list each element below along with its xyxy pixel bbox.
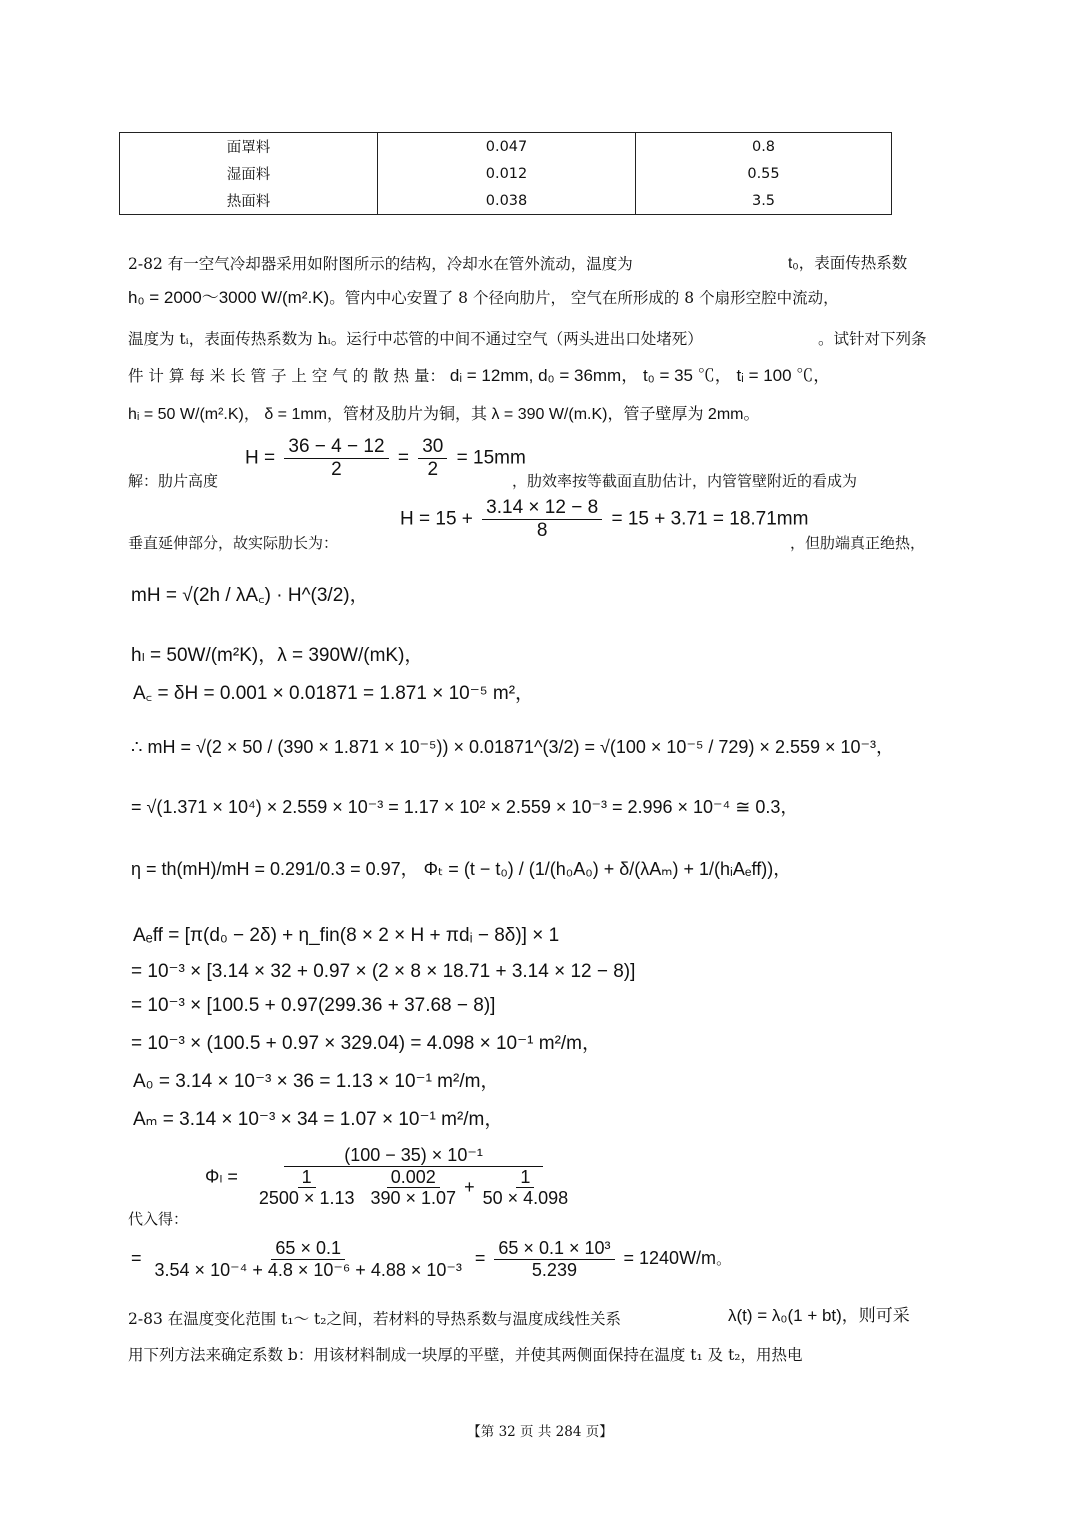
numerator: 30 xyxy=(418,436,447,459)
equation-aeff-result: = 10⁻³ × (100.5 + 0.97 × 329.04) = 4.098 × 10⁻¹ m²/m， xyxy=(131,1033,601,1054)
fraction xyxy=(247,1145,580,1209)
problem-2-83-line-1 xyxy=(128,1306,948,1329)
text: ，肋效率按等截面直肋估计，内管管壁附近的看成为 xyxy=(512,472,858,490)
denominator: 3.54 × 10⁻⁴ + 4.8 × 10⁻⁶ + 4.88 × 10⁻³ xyxy=(154,1259,462,1280)
denominator: 5.239 xyxy=(531,1259,577,1280)
table-cell: 热面料 xyxy=(120,187,378,215)
denominator: 2 xyxy=(331,458,342,480)
text: h₀ = 2000～3000 W/(m².K) xyxy=(128,288,330,307)
text: 件 计 算 每 米 长 管 子 上 空 气 的 散 热 量： xyxy=(128,367,445,385)
denominator: 2500 × 1.13 xyxy=(258,1188,355,1209)
denominator: 390 × 1.07 xyxy=(370,1188,457,1209)
denominator: 8 xyxy=(536,519,548,541)
text: 用下列方法来确定系数 b：用该材料制成一块厚的平壁，并使其两侧面保持在温度 t₁ 及 t₂，用热电 xyxy=(128,1346,803,1364)
properties-table xyxy=(119,132,892,215)
numerator: 65 × 0.1 xyxy=(271,1238,345,1260)
text: ，但肋端真正绝热， xyxy=(790,534,926,552)
text: 。 xyxy=(716,1249,732,1268)
equation-mh-definition: mH = √(2h / λA꜀) · H^(3/2)， xyxy=(131,585,369,606)
fraction xyxy=(366,1167,460,1209)
text: 2-82 有一空气冷却器采用如附图所示的结构，冷却水在管外流动，温度为 xyxy=(128,255,633,273)
fraction xyxy=(255,1167,359,1209)
problem-2-82-line-1 xyxy=(128,255,948,274)
text: 温度为 tᵢ，表面传热系数为 hᵢ。运行中芯管的中间不通过空气（两头进出口处堵死） xyxy=(128,330,703,348)
fraction xyxy=(494,1238,614,1280)
numerator: 0.002 xyxy=(387,1167,440,1189)
numerator: (100 − 35) × 10⁻¹ xyxy=(284,1145,543,1167)
equation-aeff-step2: = 10⁻³ × [100.5 + 0.97(299.36 + 37.68 − 8)] xyxy=(131,995,496,1016)
table-cell: 0.012 xyxy=(378,160,636,187)
problem-2-82-line-3 xyxy=(128,330,948,349)
numerator: 65 × 0.1 × 10³ xyxy=(494,1238,614,1260)
equation-a0: A₀ = 3.14 × 10⁻³ × 36 = 1.13 × 10⁻¹ m²/m， xyxy=(133,1071,500,1092)
fraction xyxy=(418,436,447,481)
text: 。试针对下列条 xyxy=(818,330,927,348)
fraction xyxy=(151,1238,466,1280)
text: = 1240W/m xyxy=(623,1247,717,1268)
table-cell: 0.8 xyxy=(636,133,892,161)
denominator: 2 xyxy=(427,458,439,480)
equation-fin-height: H = $\frac{36 - 4 - 12}{2}$ = $\frac{30}{2}$ = 15mm xyxy=(245,436,526,480)
fraction xyxy=(284,436,388,481)
table-cell: 0.038 xyxy=(378,187,636,215)
equation-mh-result: = √(1.371 × 10⁴) × 2.559 × 10⁻³ = 1.17 × 10² × 2.559 × 10⁻³ = 2.996 × 10⁻⁴ ≅ 0.3， xyxy=(131,797,799,817)
numerator: 1 xyxy=(298,1167,316,1189)
text: 解：肋片高度 xyxy=(128,472,219,490)
equation-final: = $\frac{65 \times 0.1}{\text{3.54 × 10⁻⁴ + 4.8 × 10⁻⁶ + 4.88 × 10⁻³}}$ = $\frac{\text{65 × 0.1 × 10³}}{5.239}$ = 1240W/m。 xyxy=(131,1238,732,1280)
problem-2-82-line-2 xyxy=(128,288,948,308)
problem-2-82-line-5 xyxy=(128,405,948,424)
fraction xyxy=(482,497,602,542)
equation-fin-length xyxy=(400,497,808,542)
fraction xyxy=(479,1167,573,1209)
equation-am: Aₘ = 3.14 × 10⁻³ × 34 = 1.07 × 10⁻¹ m²/m， xyxy=(133,1109,504,1130)
text: hᵢ = 50 W/(m².K)， δ = 1mm，管材及肋片为铜，其 λ = 390 W/(m.K)，管子壁厚为 2mm。 xyxy=(128,406,760,423)
equation-aeff-step1: = 10⁻³ × [3.14 × 32 + 0.97 × (2 × 8 × 18.71 + 3.14 × 12 − 8)] xyxy=(131,961,636,982)
table-cell: 0.047 xyxy=(378,133,636,161)
denominator: 50 × 4.098 xyxy=(482,1188,569,1209)
text: 。管内中心安置了 8 个径向肋片， 空气在所形成的 8 个扇形空腔中流动， xyxy=(329,289,839,307)
numerator: 1 xyxy=(516,1167,534,1189)
table-cell: 0.55 xyxy=(636,160,892,187)
text: = 15mm xyxy=(456,447,526,469)
table-cell: 湿面料 xyxy=(120,160,378,187)
denominator: $\frac{1}{2500 \times 1.13}$ $\frac{0.002}{390 \times 1.07}$ + $\frac{1}{50 \times 4.098}$ xyxy=(247,1167,580,1209)
equation-properties: hₗ = 50W/(m²K)，λ = 390W/(mK)， xyxy=(131,645,424,666)
equation-aeff: Aₑff = [π(d₀ − 2δ) + η_fin(8 × 2 × H + πdᵢ − 8δ)] × 1 xyxy=(133,925,560,946)
numerator: 3.14 × 12 − 8 xyxy=(482,497,602,520)
table-cell: 3.5 xyxy=(636,187,892,215)
equation-substitution xyxy=(205,1145,584,1209)
text: λ(t) = λ₀(1 + bt)，则可采 xyxy=(728,1306,910,1325)
text: H = 15 + xyxy=(400,508,473,530)
text: 2-83 在温度变化范围 t₁～ t₂之间，若材料的导热系数与温度成线性关系 xyxy=(128,1310,621,1328)
table-row xyxy=(120,160,892,187)
table-row xyxy=(120,187,892,215)
text: t₀，表面传热系数 xyxy=(788,255,908,272)
table-row xyxy=(120,133,892,161)
table-cell: 面罩料 xyxy=(120,133,378,161)
equation-area: A꜀ = δH = 0.001 × 0.01871 = 1.871 × 10⁻⁵ m²， xyxy=(133,683,535,704)
text: H = xyxy=(245,447,276,469)
equation-mh-calc: ∴ mH = √(2 × 50 / (390 × 1.871 × 10⁻⁵)) × 0.01871^(3/2) = √(100 × 10⁻⁵ / 729) × 2.559 × 10⁻³， xyxy=(131,737,895,757)
text: 垂直延伸部分，故实际肋长为： xyxy=(128,534,339,552)
problem-2-82-line-4 xyxy=(128,366,948,386)
text: 代入得： xyxy=(128,1210,189,1228)
equation-efficiency: η = th(mH)/mH = 0.291/0.3 = 0.97， Φₜ = (t − t₀) / (1/(h₀A₀) + δ/(λAₘ) + 1/(hᵢAₑff))， xyxy=(131,859,792,879)
text: dᵢ = 12mm, d₀ = 36mm， t₀ = 35 ℃， tᵢ = 100 ℃， xyxy=(449,366,831,385)
text: = 15 + 3.71 = 18.71mm xyxy=(611,508,809,530)
problem-2-83-line-2 xyxy=(128,1346,948,1365)
page-footer: 【第 32 页 共 284 页】 xyxy=(467,1424,613,1440)
text: Φₗ = xyxy=(205,1166,238,1187)
numerator: 36 − 4 − 12 xyxy=(284,436,388,459)
